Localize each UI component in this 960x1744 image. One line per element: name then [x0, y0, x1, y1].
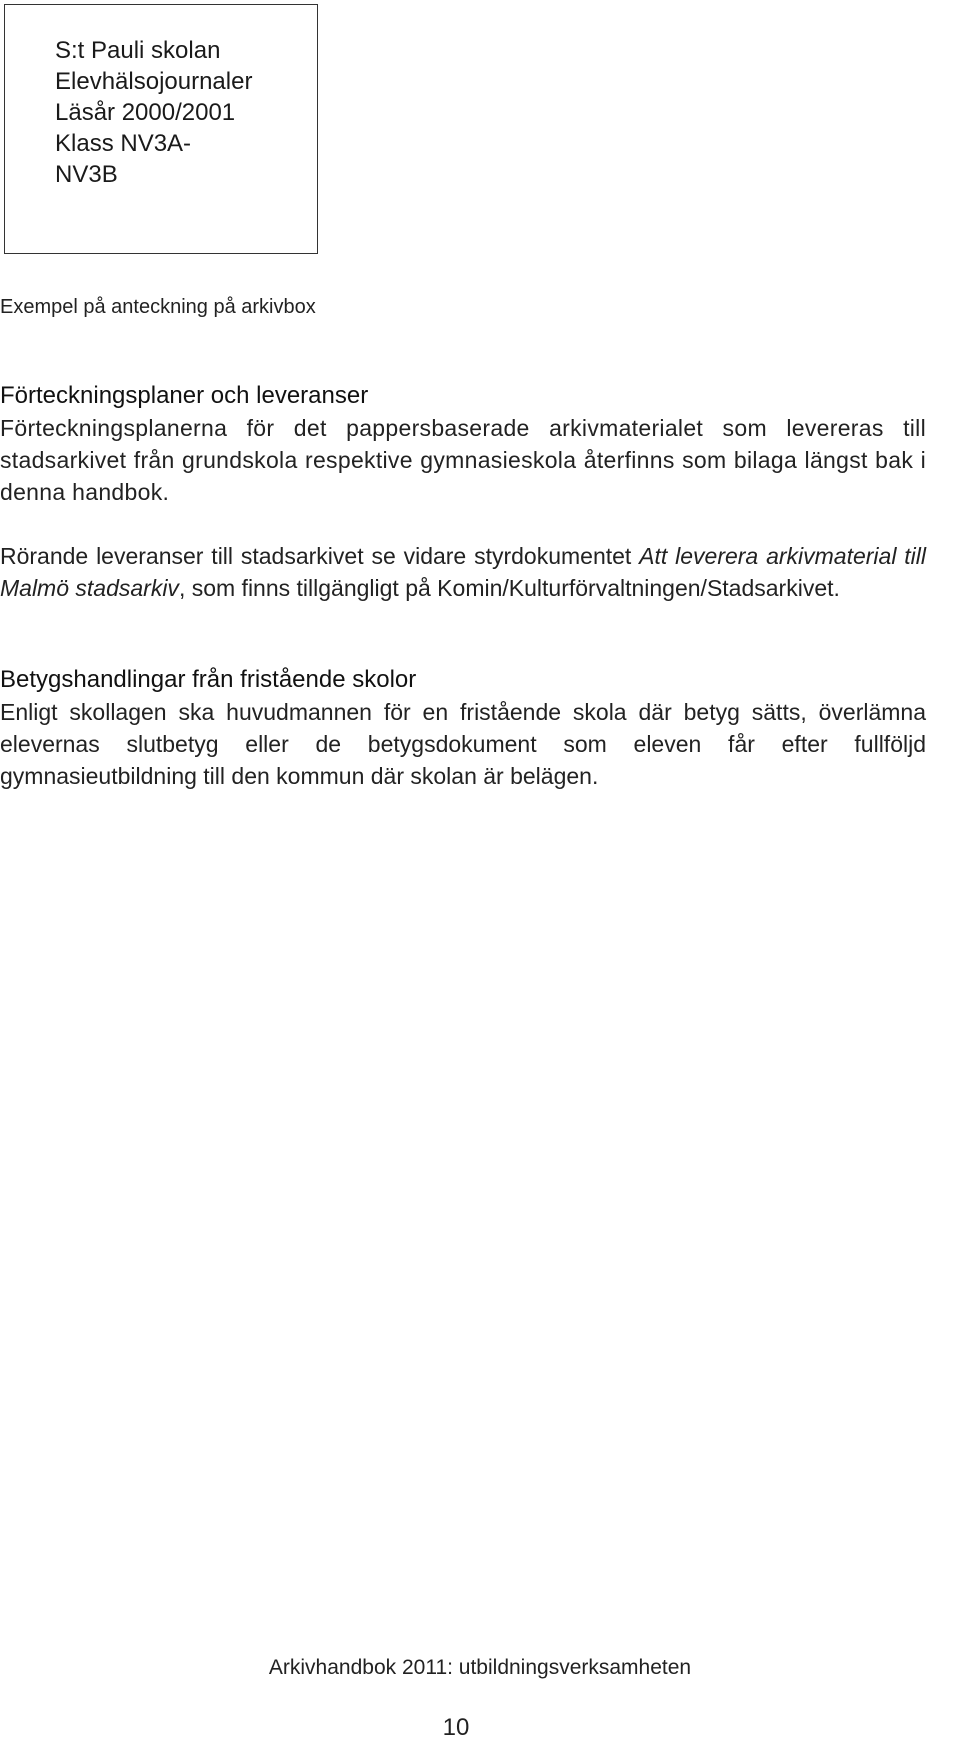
label-line-year: Läsår 2000/2001: [55, 99, 236, 126]
paragraph-inventory-plans: Förteckningsplanerna för det pappersbaserade arkivmaterialet som levereras till stadsarkivet från grundskola respektive gymnasieskola återfinns som bilaga längst bak i denna handbok.: [0, 415, 926, 505]
section-heading-grades: Betygshandlingar från fristående skolor: [0, 666, 417, 693]
archive-box-label: [4, 4, 318, 254]
label-line-class-cont: NV3B: [55, 161, 118, 188]
document-title-italic: Att leverera arkivmaterial till Malmö stadsarkiv: [0, 543, 926, 601]
label-line-journal: Elevhälsojournaler: [55, 68, 253, 95]
label-line-school: S:t Pauli skolan: [55, 37, 221, 64]
section-deliveries: [0, 540, 926, 604]
paragraph-grade-documents: Enligt skollagen ska huvudmannen för en fristående skola där betyg sätts, överlämna elevernas slutbetyg eller de betygsdokument som eleven får efter fullföljd gymnasieutbildning till den kommun där skolan är belägen.: [0, 699, 926, 789]
deliveries-text-end: , som finns tillgängligt på Komin/Kulturförvaltningen/Stadsarkivet.: [178, 575, 840, 601]
label-caption: Exempel på anteckning på arkivbox: [0, 296, 316, 318]
deliveries-text-start: Rörande leveranser till stadsarkivet se vidare styrdokumentet: [0, 543, 640, 569]
section-heading-inventory: Förteckningsplaner och leveranser: [0, 382, 369, 409]
paragraph-deliveries: [0, 540, 926, 604]
footer-title: Arkivhandbok 2011: utbildningsverksamheten: [268, 1656, 692, 1679]
section-grade-documents: [0, 664, 926, 792]
page-number: 10: [442, 1714, 470, 1741]
label-line-class: Klass NV3A-: [55, 130, 192, 157]
section-inventory-plans: [0, 380, 926, 508]
